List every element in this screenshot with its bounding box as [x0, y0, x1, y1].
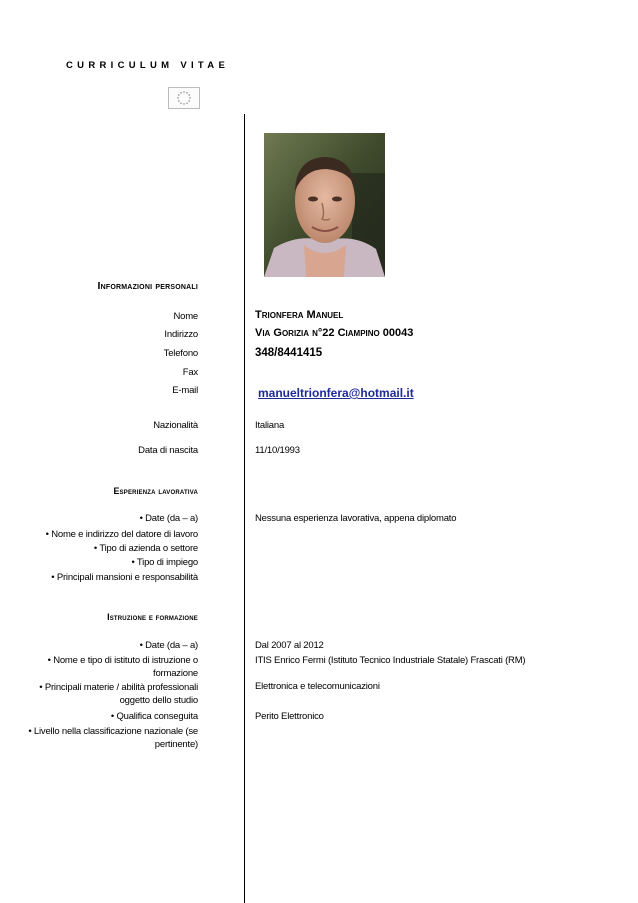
- exp-dates-label: • Date (da – a): [139, 513, 198, 524]
- edu-level-label: • Livello nella classificazione nazionale (se pertinente): [28, 726, 198, 750]
- education-heading: Istruzione e formazione: [107, 612, 198, 622]
- document-title: CURRICULUM VITAE: [66, 60, 230, 71]
- edu-subjects-label: • Principali materie / abilità professionali oggetto dello studio: [39, 682, 198, 706]
- fax-label: Fax: [182, 367, 198, 378]
- exp-job-label: • Tipo di impiego: [131, 557, 198, 568]
- edu-institute-value: ITIS Enrico Fermi (Istituto Tecnico Industriale Statale) Frascati (RM): [255, 655, 526, 666]
- address-label: Indirizzo: [164, 329, 198, 340]
- nationality-label: Nazionalità: [153, 420, 198, 431]
- edu-institute-label: • Nome e tipo di istituto di istruzione o formazione: [47, 655, 198, 679]
- exp-duties-label: • Principali mansioni e responsabilità: [51, 572, 198, 583]
- exp-sector-label: • Tipo di azienda o settore: [93, 543, 198, 554]
- profile-photo: [264, 133, 385, 277]
- phone-value: 348/8441415: [255, 347, 323, 359]
- exp-employer-label: • Nome e indirizzo del datore di lavoro: [45, 529, 198, 540]
- edu-qualification-value: Perito Elettronico: [255, 711, 324, 722]
- nationality-value: Italiana: [255, 420, 285, 431]
- phone-label: Telefono: [163, 348, 198, 359]
- eu-flag-icon: [168, 87, 200, 109]
- email-label: E-mail: [172, 385, 198, 396]
- birth-value: 11/10/1993: [255, 445, 300, 456]
- edu-dates-label: • Date (da – a): [139, 640, 198, 651]
- name-value: Trionfera Manuel: [255, 309, 344, 321]
- address-value: Via Gorizia n°22 Ciampino 00043: [255, 327, 414, 339]
- column-divider: [244, 114, 245, 903]
- personal-info-heading: Informazioni personali: [97, 280, 198, 292]
- edu-dates-value: Dal 2007 al 2012: [255, 640, 324, 651]
- edu-subjects-value: Elettronica e telecomunicazioni: [255, 681, 380, 692]
- name-label: Nome: [173, 311, 198, 322]
- exp-dates-value: Nessuna esperienza lavorativa, appena diplomato: [255, 513, 457, 524]
- edu-qualification-label: • Qualifica conseguita: [110, 711, 198, 722]
- experience-heading: Esperienza lavorativa: [113, 486, 198, 496]
- birth-label: Data di nascita: [138, 445, 198, 456]
- email-link[interactable]: manueltrionfera@hotmail.it: [258, 386, 414, 400]
